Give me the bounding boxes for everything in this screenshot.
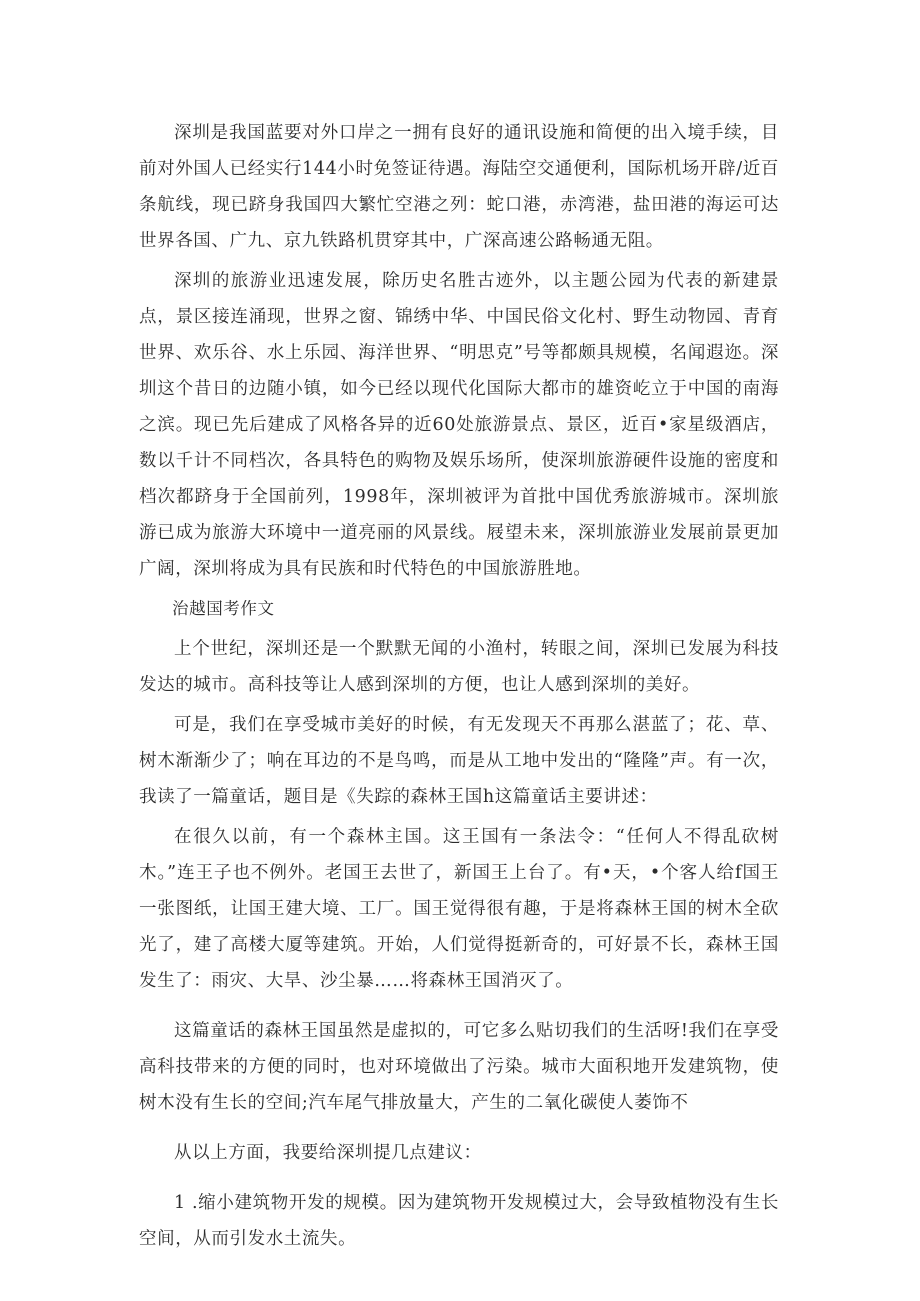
- paragraph-reflection: 这篇童话的森林王国虽然是虚拟的，可它多么贴切我们的生活呀!我们在享受高科技带来的方便的同时，也对环境做出了污染。城市大面积地开发建筑物，使树木没有生长的空间;汽车尾气排放量大，产生的二氧化碳使人萎饰不: [139, 1021, 779, 1113]
- paragraph-fishing-village: 上个世纪，深圳还是一个默默无闻的小渔村，转眼之间，深圳已发展为科技发达的城市。高科技等让人感到深圳的方便，也让人感到深圳的美好。: [139, 639, 779, 695]
- paragraph-suggestions-intro: 从以上方面，我要给深圳提几点建议：: [174, 1143, 482, 1163]
- essay-title: 治越国考作文: [172, 599, 275, 618]
- document-body: [139, 115, 779, 1261]
- paragraph-environment: 可是，我们在享受城市美好的时候，有无发现天不再那么湛蓝了；花、草、树木渐渐少了；响在耳边的不是鸟鸣，而是从工地中发出的“隆隆”声。有一次，我读了一篇童话，题目是《失踪的森林王国h这篇童话主要讲述：: [139, 715, 779, 807]
- paragraph-shenzhen-port: 深圳是我国蓝要对外口岸之一拥有良好的通讯设施和简便的出入境手续，目前对外国人已经实行144小时免签证待遇。海陆空交通便利，国际机场开辟/近百条航线，现已跻身我国四大繁忙空港之列：蛇口港，赤湾港，盐田港的海运可达世界各国、广九、京九铁路机贯穿其中，广深高速公路畅通无阻。: [139, 123, 779, 251]
- paragraph-fairy-tale: 在很久以前，有一个森林主国。这王国有一条法令：“任何人不得乱砍树木。”连王子也不例外。老国王去世了，新国王上台了。有•天，•个客人给f国王一张图纸，让国王建大境、工厂。国王觉得很有趣，于是将森林王国的树木全砍光了，建了高楼大厦等建筑。开始，人们觉得挺新奇的，可好景不长，森林王国发生了：雨灾、大旱、沙尘暴……将森林王国消灭了。: [139, 827, 779, 991]
- paragraph-shenzhen-tourism: 深圳的旅游业迅速发展，除历史名胜古迹外，以主题公园为代表的新建景点，景区接连涌现，世界之窗、锦绣中华、中国民俗文化村、野生动物园、青育世界、欢乐谷、水上乐园、海洋世界、“明思克”号等都颇具规模，名闻遐迩。深圳这个昔日的边随小镇，如今已经以现代化国际大都市的雄资屹立于中国的南海之滨。现已先后建成了风格各异的近60处旅游景点、景区，近百•家星级酒店，数以千计不同档次，各具特色的购物及娱乐场所，使深圳旅游硬件设施的密度和档次都跻身于全国前列，1998年，深圳被评为首批中国优秀旅游城市。深圳旅游已成为旅游大环境中一道亮丽的风景线。屐望未来，深圳旅游业发展前景更加广阔，深圳将成为具有民族和时代特色的中国旅游胜地。: [139, 271, 779, 579]
- suggestion-item-1: 1 .缩小建筑物开发的规模。因为建筑物开发规模过大，会导致植物没有生长空间，从而引发水土流失。: [139, 1193, 779, 1249]
